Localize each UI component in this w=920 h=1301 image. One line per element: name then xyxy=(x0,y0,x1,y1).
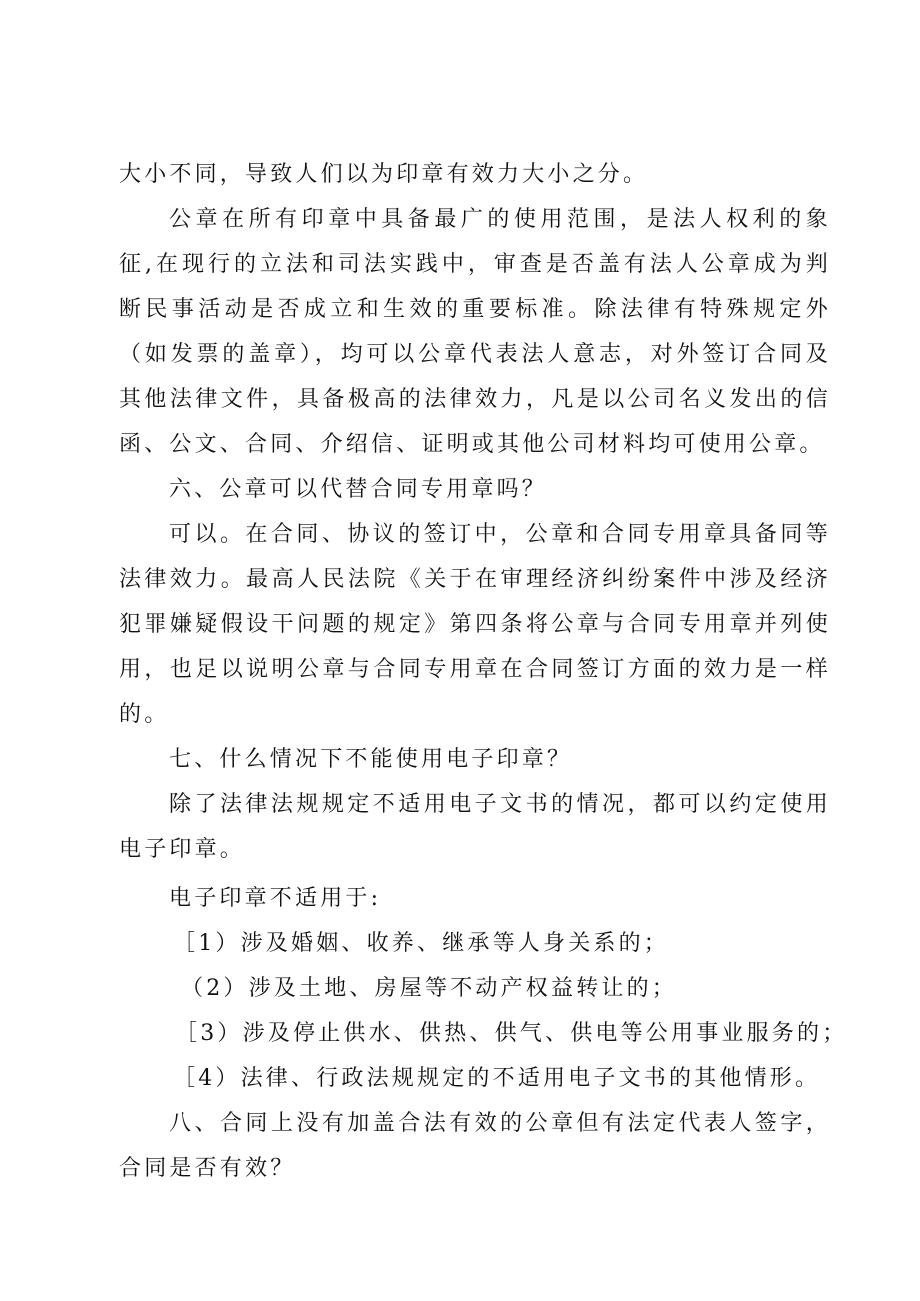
heading-section-6: 六、公章可以代替合同专用章吗？ xyxy=(169,477,548,502)
paragraph-not-applicable-intro: 电子印章不适用于: xyxy=(169,886,382,911)
paragraph-section-6-answer: 可以。在合同、协议的签订中，公章和合同专用章具备同等法律效力。最高人民法院《关于在审理经济纠纷案件中涉及经济犯罪嫌疑假设干问题的规定》第四条将公章与合同专用章并列使用，也足以说明公章与合同专用章在合同签订方面的效力是一样的。 xyxy=(119,522,831,727)
list-item-1: ［1）涉及婚姻、收养、继承等人身关系的； xyxy=(173,931,669,956)
list-item-4: ［4）法律、行政法规规定的不适用电子文书的其他情形。 xyxy=(173,1066,821,1091)
paragraph-section-7-answer: 除了法律法规规定不适用电子文书的情况，都可以约定使用电子印章。 xyxy=(119,792,831,862)
list-item-3: ［3）涉及停止供水、供热、供气、供电等公用事业服务的； xyxy=(175,1021,848,1046)
paragraph-official-seal-scope: 公章在所有印章中具备最广的使用范围，是法人权利的象征,在现行的立法和司法实践中，审查是否盖有法人公章成为判断民事活动是否成立和生效的重要标准。除法律有特殊规定外（如发票的盖章），均可以公章代表法人意志，对外签订合同及其他法律文件，具备极高的法律效力，凡是以公司名义发出的信函、公文、合同、介绍信、证明或其他公司材料均可使用公章。 xyxy=(119,207,831,457)
heading-section-7: 七、什么情况下不能使用电子印章？ xyxy=(169,747,573,772)
heading-section-8: 八、合同上没有加盖合法有效的公章但有法定代表人签字，合同是否有效？ xyxy=(119,1111,831,1181)
list-item-2: （2）涉及土地、房屋等不动产权益转让的； xyxy=(181,976,677,1001)
paragraph-continuation: 大小不同，导致人们以为印章有效力大小之分。 xyxy=(119,162,649,187)
document-body xyxy=(119,152,848,1191)
